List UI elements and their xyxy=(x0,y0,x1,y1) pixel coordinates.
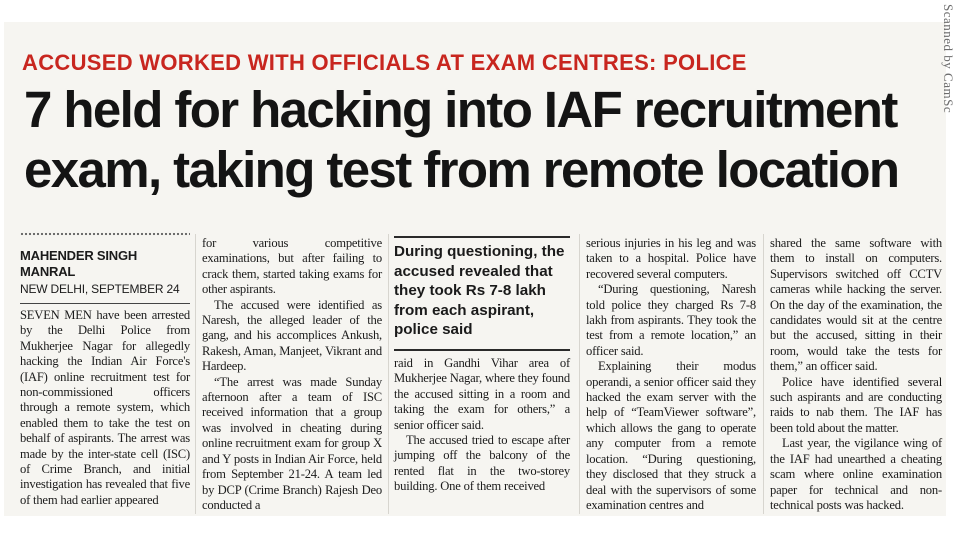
column-4 xyxy=(586,236,756,513)
column-divider xyxy=(763,234,764,514)
byline-dateline: NEW DELHI, SEPTEMBER 24 xyxy=(20,282,180,296)
column-divider xyxy=(388,234,389,514)
byline-author-line-2: MANRAL xyxy=(20,264,76,279)
column-2-paragraph-2: The accused were identified as Naresh, the alleged leader of the gang, and his accomplices Ankush, Rakesh, Aman, Manjeet, Vikrant and Hardeep. xyxy=(202,297,382,374)
newspaper-clipping xyxy=(4,22,946,516)
column-1-text: have been arrested by the Delhi Police from Mukherjee Nagar for allegedly hacking the Indian Air Force's (IAF) online recruitment test for non-commissioned officers through a remote system, which enabled them to take the test on behalf of aspirants. The arrest was made by the inter-state cell (ISC) of Crime Branch, and initial investigation has revealed that five of them had earlier appeared xyxy=(20,308,190,507)
column-divider xyxy=(195,234,196,514)
column-2-paragraph-1: for various competitive examinations, but after failing to crack them, started taking exams for other aspirants. xyxy=(202,236,382,297)
pullquote-top-rule xyxy=(394,236,570,238)
column-2 xyxy=(202,236,382,513)
column-4-paragraph-3: Explaining their modus operandi, a senior officer said they hacked the exam server with the help of “TeamViewer software”, which allows the gang to operate any computer from a remote location. “During questioning, they disclosed that they struck a deal with the supervisors of some examination centres and xyxy=(586,359,756,512)
column-2-paragraph-3: “The arrest was made Sunday afternoon after a team of ISC received information that a group was involved in cheating during online recruitment exam for group X and Y posts in Indian Air Force, held from September 21-24. A team led by DCP (Crime Branch) Rajesh Deo conducted a xyxy=(202,374,382,512)
byline-dotted-rule xyxy=(20,232,190,236)
headline xyxy=(24,80,946,200)
kicker-headline: ACCUSED WORKED WITH OFFICIALS AT EXAM CENTRES: POLICE xyxy=(22,50,747,75)
column-1-paragraph xyxy=(20,308,190,508)
headline-line-2: exam, taking test from remote location xyxy=(24,141,899,198)
column-3-paragraph-2: The accused tried to escape after jumping off the balcony of the rented flat in the two-storey building. One of them received xyxy=(394,433,570,494)
scanner-watermark: Scanned by CamSc xyxy=(941,4,956,114)
byline-author-line-1: MAHENDER SINGH xyxy=(20,248,138,263)
column-5-paragraph-3: Last year, the vigilance wing of the IAF had unearthed a cheating scam where online examination paper for technical and non-technical posts was hacked. xyxy=(770,436,942,512)
column-4-paragraph-2: “During questioning, Naresh told police they charged Rs 7-8 lakh from aspirants. They took the test from a remote location,” an officer said. xyxy=(586,282,756,358)
byline-author xyxy=(20,248,190,280)
column-5-paragraph-2: Police have identified several such aspirants and are conducting raids to nab them. The IAF has been told about the matter. xyxy=(770,374,942,435)
column-1 xyxy=(20,238,190,508)
column-5 xyxy=(770,236,942,513)
lead-in-caps: SEVEN MEN xyxy=(20,308,92,322)
headline-line-1: 7 held for hacking into IAF recruitment xyxy=(24,81,897,138)
column-3-paragraph-1: raid in Gandhi Vihar area of Mukherjee Nagar, where they found the accused sitting in a room and taking the exam for others,” a senior officer said. xyxy=(394,356,570,432)
pullquote-bottom-rule xyxy=(394,349,570,351)
byline-separator xyxy=(20,303,190,304)
column-4-paragraph-1: serious injuries in his leg and was taken to a hospital. Police have recovered several computers. xyxy=(586,236,756,281)
column-divider xyxy=(579,234,580,514)
column-3 xyxy=(394,356,570,495)
column-5-paragraph-1: shared the same software with them to install on computers. Supervisors switched off CCTV cameras while hacking the server. On the day of the examination, the candidates would sit at the centre but the accused, sitting in their room, would take the tests for them,” an officer said. xyxy=(770,236,942,374)
pullquote: During questioning, the accused revealed that they took Rs 7-8 lakh from each aspirant, police said xyxy=(394,243,565,338)
